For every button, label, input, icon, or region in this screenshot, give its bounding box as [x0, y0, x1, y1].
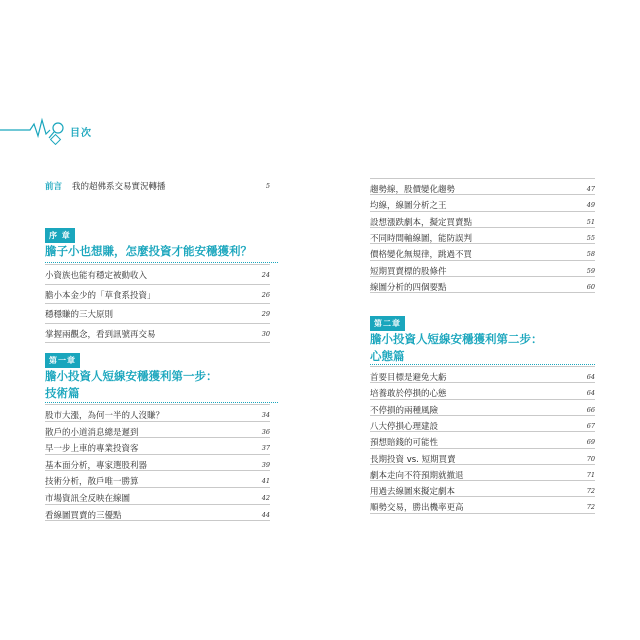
toc-entry[interactable] — [370, 497, 595, 517]
preface-label: 前言 — [45, 182, 63, 192]
toc-entry-page: 71 — [586, 470, 595, 479]
toc-entry-page: 36 — [261, 427, 270, 436]
toc-entry-title: 不同時間軸線圖，能防誤判 — [370, 233, 473, 244]
preface-row — [45, 176, 270, 196]
toc-entry-title: 膽小本金少的「草食系投資」 — [45, 290, 156, 301]
toc-entry-title: 看線圖買賣的三優點 — [45, 510, 122, 521]
toc-entry-page: 72 — [586, 487, 595, 496]
toc-entry-page: 34 — [261, 411, 270, 419]
chapter2-title-line2: 心態篇 — [370, 349, 405, 363]
toc-entry-title: 市場資訊全反映在線圖 — [45, 494, 131, 504]
toc-entry-title: 技術分析，散戶唯一勝算 — [45, 477, 139, 488]
page-title: 目次 — [70, 128, 92, 139]
toc-separator — [370, 513, 595, 514]
toc-entry-title: 預想賠錢的可能性 — [370, 438, 439, 449]
chapter1-title-line1: 膽小投資人短線安穩獲利第一步： — [45, 369, 218, 383]
chapter2-label: 第二章 — [370, 316, 405, 331]
toc-entry-page: 26 — [261, 290, 270, 299]
toc-entry-page: 69 — [586, 438, 595, 447]
prologue-divider — [45, 262, 278, 263]
toc-entry-title: 短期買賣標的股條件 — [370, 266, 447, 277]
chapter2-title-line1: 膽小投資人短線安穩獲利第二步： — [370, 332, 543, 346]
toc-separator — [45, 342, 270, 343]
chapter1-divider — [45, 402, 278, 403]
toc-separator — [370, 292, 595, 293]
toc-entry-title: 掌握兩觀念，看到訊號再交易 — [45, 329, 156, 340]
toc-entry-page: 24 — [261, 271, 270, 279]
toc-entry-title: 不停損的兩種風險 — [370, 405, 439, 416]
toc-entry-title: 線圖分析的四個要點 — [370, 282, 447, 293]
toc-entry-page: 64 — [586, 389, 595, 398]
prologue-label: 序 章 — [45, 228, 75, 243]
toc-entry-title: 培養敢於停損的心態 — [370, 389, 447, 400]
toc-entry-title: 長期投資 vs. 短期買賣 — [370, 454, 456, 465]
toc-entry-page: 60 — [586, 282, 595, 291]
chapter2-divider — [370, 364, 595, 365]
toc-entry-page: 44 — [261, 510, 270, 519]
toc-entry[interactable] — [45, 304, 270, 324]
toc-entry-page: 49 — [586, 201, 595, 210]
toc-entry-page: 59 — [586, 266, 595, 275]
toc-entry-title: 穩穩賺的三大原則 — [45, 310, 114, 320]
preface-page: 5 — [265, 182, 270, 190]
toc-entry-page: 67 — [586, 421, 595, 430]
preface-title: 我的超佛系交易實況轉播 — [72, 182, 166, 192]
toc-entry[interactable] — [370, 277, 595, 297]
toc-entry-title: 八大停損心理建設 — [370, 421, 439, 432]
toc-entry-title: 用過去線圖來擬定劇本 — [370, 487, 456, 498]
toc-entry-page: 55 — [586, 233, 595, 242]
prologue-title: 膽子小也想賺，怎麼投資才能安穩獲利？ — [45, 244, 252, 258]
toc-entry-title: 趨勢線，股價變化趨勢 — [370, 185, 456, 195]
toc-entry-title: 順勢交易，勝出機率更高 — [370, 503, 464, 514]
chapter1-label: 第一章 — [45, 353, 80, 368]
toc-entry-page: 29 — [261, 310, 270, 318]
toc-entry-title: 基本面分析，專家選股利器 — [45, 460, 148, 471]
toc-entry-title: 設想漲跌劇本，擬定買賣點 — [370, 217, 473, 228]
toc-entry-title: 股市大漲，為何一半的人沒賺？ — [45, 411, 165, 421]
toc-entry-page: 39 — [261, 460, 270, 469]
toc-header — [0, 110, 110, 146]
toc-entry-title: 小資族也能有穩定被動收入 — [45, 271, 148, 281]
toc-entry-page: 30 — [261, 329, 270, 338]
toc-entry-page: 42 — [261, 494, 270, 502]
toc-entry-page: 51 — [586, 217, 595, 226]
toc-entry-title: 早一步上車的專業投資客 — [45, 444, 139, 455]
chapter1-title-line2: 技術篇 — [45, 386, 80, 400]
toc-entry-page: 66 — [586, 405, 595, 414]
toc-entry-page: 37 — [261, 444, 270, 453]
heartbeat-magnifier-icon — [0, 110, 72, 146]
toc-entry-title: 首要目標是避免大虧 — [370, 373, 447, 383]
toc-entry-page: 47 — [586, 185, 595, 193]
toc-entry-page: 41 — [261, 477, 270, 486]
toc-entry[interactable] — [45, 265, 270, 285]
toc-entry-title: 均線，線圖分析之王 — [370, 201, 447, 212]
toc-entry-title: 劇本走向不符預期就撤退 — [370, 470, 464, 481]
toc-entry-page: 72 — [586, 503, 595, 512]
toc-entry-page: 64 — [586, 373, 595, 381]
toc-entry[interactable] — [45, 324, 270, 344]
toc-separator — [45, 520, 270, 521]
toc-entry-page: 70 — [586, 454, 595, 463]
toc-entry-title: 散戶的小道消息總是遲到 — [45, 427, 139, 438]
toc-entry-page: 58 — [586, 250, 595, 259]
toc-entry[interactable] — [45, 505, 270, 525]
toc-entry[interactable] — [45, 285, 270, 305]
toc-entry-title: 價格變化無規律，跳過不買 — [370, 250, 473, 261]
